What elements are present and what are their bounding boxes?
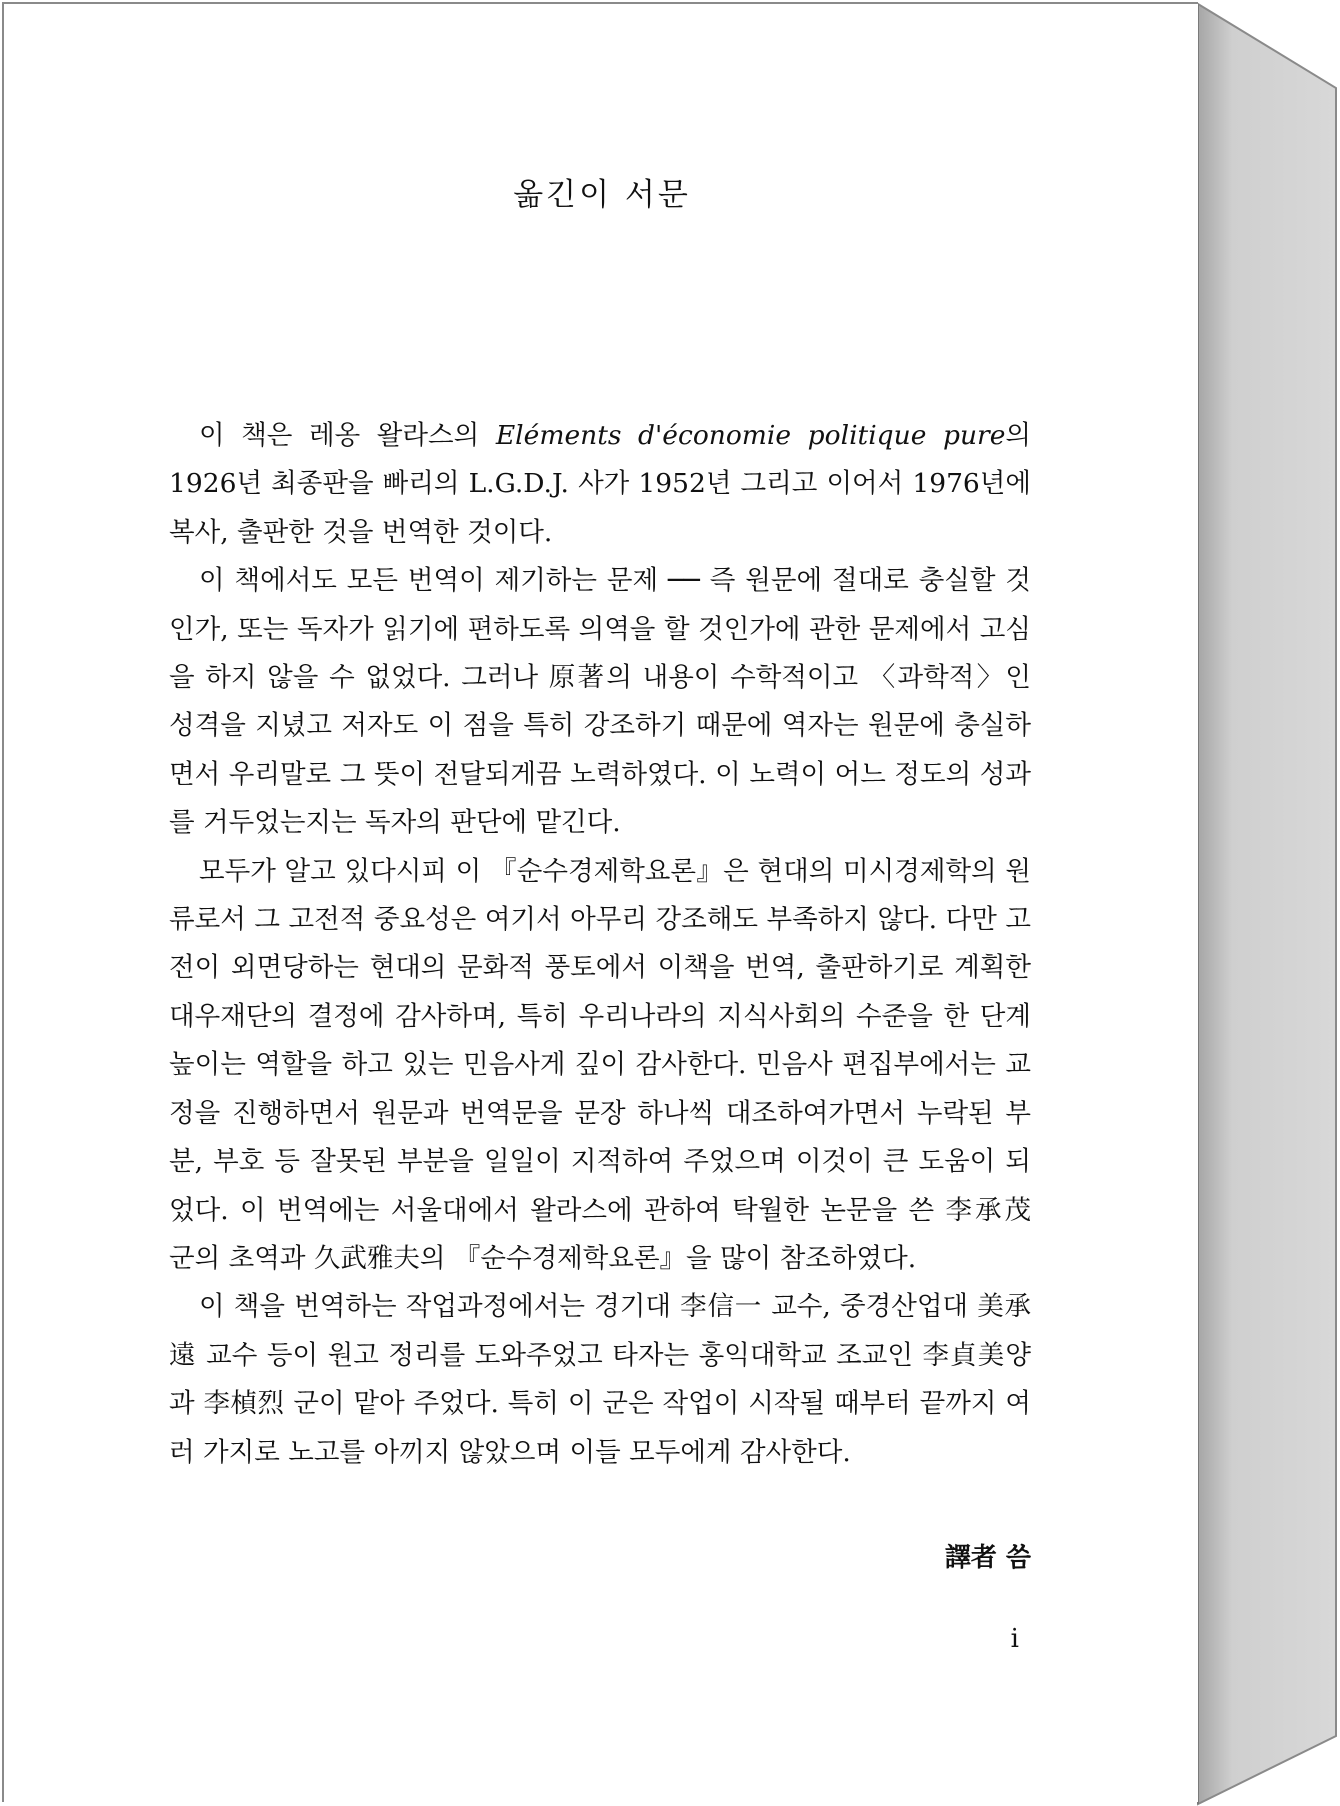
paragraph-4: 이 책을 번역하는 작업과정에서는 경기대 李信一 교수, 중경산업대 美承遠 교수 등이 원고 정리를 도와주었고 타자는 홍익대학교 조교인 李貞美양과 李楨烈 군이 맡아 주었다. 특히 이 군은 작업이 시작될 때부터 끝까지 여러 가지로 노고를 아끼지 않았으며 이들 모두에게 감사한다.: [169, 1291, 1031, 1468]
document-page: [2, 2, 1198, 1802]
body-text: [169, 412, 1031, 1477]
translator-signature: 譯者 씀: [944, 1543, 1031, 1573]
paragraph-1-end: 의 1926년 최종판을 빠리의 L.G.D.J. 사가 1952년 그리고 이어서 1976년에 복사, 출판한 것을 번역한 것이다.: [169, 420, 1031, 548]
paragraph-1: [169, 412, 1031, 557]
paragraph-3: 모두가 알고 있다시피 이 『순수경제학요론』은 현대의 미시경제학의 원류로서 그 고전적 중요성은 여기서 아무리 강조해도 부족하지 않다. 다만 고전이 외면당하는 현대의 문화적 풍토에서 이책을 번역, 출판하기로 계획한 대우재단의 결정에 감사하며, 특히 우리나라의 지식사회의 수준을 한 단계 높이는 역할을 하고 있는 민음사게 깊이 감사한다. 민음사 편집부에서는 교정을 진행하면서 원문과 번역문을 문장 하나씩 대조하여가면서 누락된 부분, 부호 등 잘못된 부분을 일일이 지적하여 주었으며 이것이 큰 도움이 되었다. 이 번역에는 서울대에서 왈라스에 관하여 탁월한 논문을 쓴 李承茂 군의 초역과 久武雅夫의 『순수경제학요론』을 많이 참조하였다.: [169, 855, 1031, 1274]
paragraph-2: 이 책에서도 모든 번역이 제기하는 문제 ── 즉 원문에 절대로 충실할 것인가, 또는 독자가 읽기에 편하도록 의역을 할 것인가에 관한 문제에서 고심을 하지 않을 수 없었다. 그러나 原著의 내용이 수학적이고 〈과학적〉인 성격을 지녔고 저자도 이 점을 특히 강조하기 때문에 역자는 원문에 충실하면서 우리말로 그 뜻이 전달되게끔 노력하였다. 이 노력이 어느 정도의 성과를 거두었는지는 독자의 판단에 맡긴다.: [169, 565, 1031, 839]
paragraph-1-start: 이 책은 레옹 왈라스의: [199, 420, 496, 451]
book-title-italic: Eléments d'économie politique pure: [495, 420, 1006, 451]
page-title: 옮긴이 서문: [513, 177, 691, 213]
page-number: i: [1010, 1624, 1019, 1654]
